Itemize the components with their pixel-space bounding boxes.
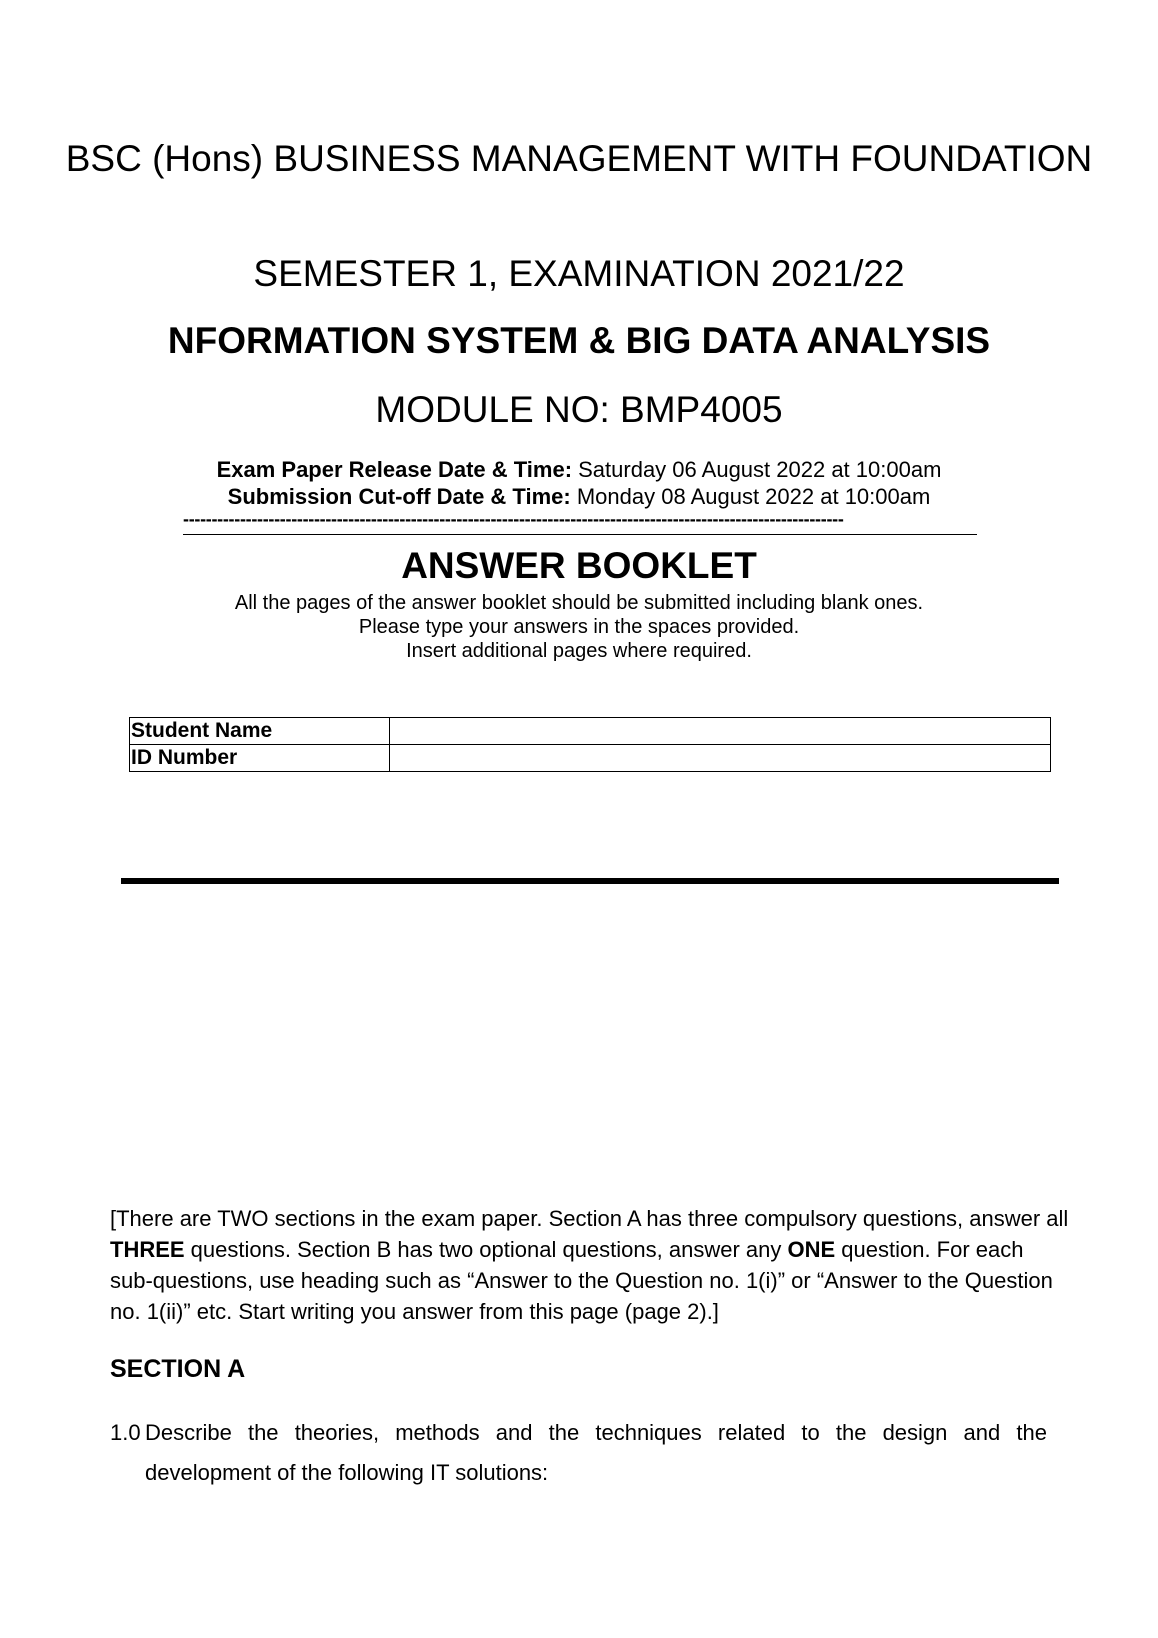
instructions-text-3: question. For each sub-questions, use heading such as “Answer to the Question no. 1(i)” or “Answer to the Question no. 1(ii)” etc. Start writing you answer from this page (page 2).] — [110, 1237, 1053, 1324]
student-details-table — [129, 717, 1051, 772]
dashed-divider: -------------------------------------------------------------------------------------------------------------------- — [183, 509, 844, 529]
cutoff-date-value: Monday 08 August 2022 at 10:00am — [570, 484, 931, 509]
section-a-heading: SECTION A — [110, 1355, 246, 1383]
release-date-label: Exam Paper Release Date & Time: — [216, 457, 573, 482]
answer-booklet-heading: ANSWER BOOKLET — [401, 545, 757, 586]
instructions-bold-three: THREE — [110, 1237, 185, 1262]
module-name-heading: NFORMATION SYSTEM & BIG DATA ANALYSIS — [167, 320, 991, 361]
cutoff-date-line — [0, 483, 1158, 510]
module-number-heading: MODULE NO: BMP4005 — [375, 389, 783, 430]
id-number-field[interactable] — [390, 745, 1051, 772]
question-text: Describe the theories, methods and the techniques related to the design and the development of the following IT solutions: — [145, 1420, 1047, 1485]
semester-heading: SEMESTER 1, EXAMINATION 2021/22 — [253, 253, 905, 294]
booklet-note-additional-pages: Insert additional pages where required. — [406, 640, 752, 662]
booklet-note-submit-all-pages: All the pages of the answer booklet should be submitted including blank ones. — [234, 592, 924, 614]
instructions-text-2: questions. Section B has two optional questions, answer any — [184, 1237, 788, 1262]
instructions-bold-one: ONE — [787, 1237, 836, 1262]
release-date-line — [0, 456, 1158, 483]
question-number: 1.0 — [110, 1420, 141, 1445]
instructions-text-1: [There are TWO sections in the exam paper. Section A has three compulsory questions, answer all — [110, 1206, 1069, 1231]
cutoff-date-label: Submission Cut-off Date & Time: — [227, 484, 571, 509]
student-name-row — [130, 718, 1051, 745]
student-name-label: Student Name — [130, 718, 390, 745]
id-number-label: ID Number — [130, 745, 390, 772]
id-number-row — [130, 745, 1051, 772]
booklet-note-type-answers: Please type your answers in the spaces provided. — [358, 616, 800, 638]
student-name-field[interactable] — [390, 718, 1051, 745]
divider-underline — [183, 534, 977, 535]
page-break-rule — [121, 878, 1059, 884]
release-date-value: Saturday 06 August 2022 at 10:00am — [572, 457, 942, 482]
document-title: BSC (Hons) BUSINESS MANAGEMENT WITH FOUNDATION — [65, 138, 1093, 179]
exam-instructions — [110, 1203, 1070, 1327]
